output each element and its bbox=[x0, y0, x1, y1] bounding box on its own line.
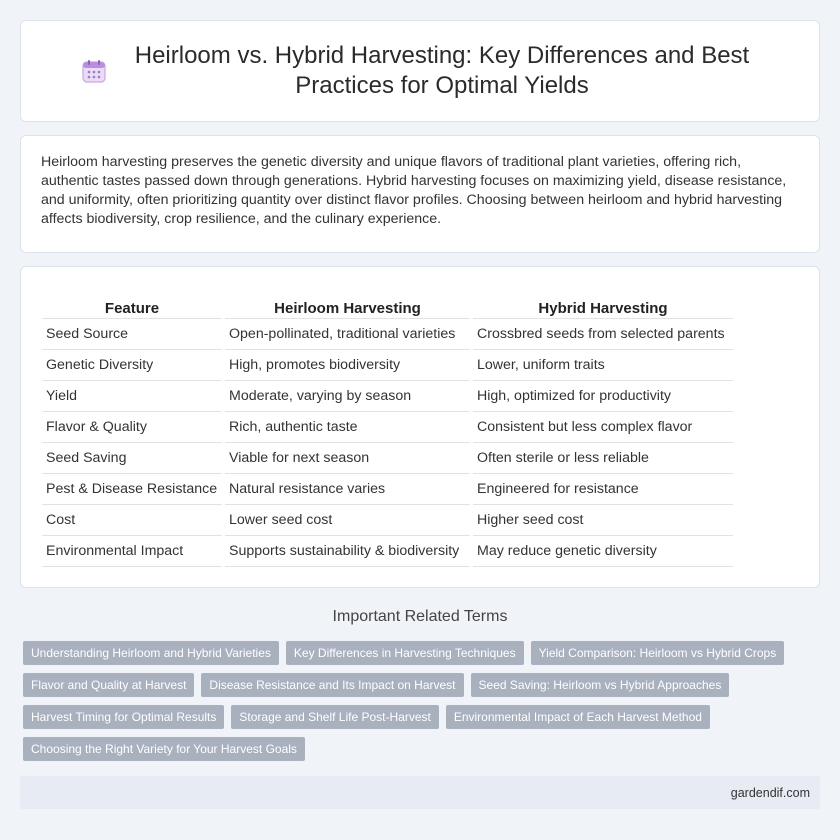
table-row bbox=[42, 474, 733, 505]
table-cell: Viable for next season bbox=[225, 443, 470, 474]
table-cell: Supports sustainability & biodiversity bbox=[225, 536, 470, 567]
table-cell: Seed Source bbox=[42, 319, 222, 350]
table-row bbox=[42, 505, 733, 536]
table-cell: Cost bbox=[42, 505, 222, 536]
table-cell: Lower, uniform traits bbox=[473, 350, 733, 381]
table-row bbox=[42, 350, 733, 381]
table-row bbox=[42, 443, 733, 474]
comparison-table bbox=[39, 295, 736, 567]
tag-row bbox=[23, 705, 823, 729]
tag-row bbox=[23, 641, 823, 665]
table-cell: Environmental Impact bbox=[42, 536, 222, 567]
related-terms-tags bbox=[23, 641, 823, 769]
table-row bbox=[42, 381, 733, 412]
table-cell: Consistent but less complex flavor bbox=[473, 412, 733, 443]
table-cell: High, promotes biodiversity bbox=[225, 350, 470, 381]
table-row bbox=[42, 319, 733, 350]
related-term-tag[interactable]: Key Differences in Harvesting Techniques bbox=[286, 641, 524, 665]
table-cell: Engineered for resistance bbox=[473, 474, 733, 505]
column-header-feature: Feature bbox=[42, 295, 222, 319]
table-header-row bbox=[42, 295, 733, 319]
table-cell: Yield bbox=[42, 381, 222, 412]
table-cell: Lower seed cost bbox=[225, 505, 470, 536]
related-term-tag[interactable]: Flavor and Quality at Harvest bbox=[23, 673, 194, 697]
table-cell: Pest & Disease Resistance bbox=[42, 474, 222, 505]
table-cell: Higher seed cost bbox=[473, 505, 733, 536]
related-terms-title: Important Related Terms bbox=[332, 608, 508, 625]
comparison-table-card bbox=[20, 266, 820, 588]
related-term-tag[interactable]: Understanding Heirloom and Hybrid Varieties bbox=[23, 641, 279, 665]
table-row bbox=[42, 412, 733, 443]
related-term-tag[interactable]: Choosing the Right Variety for Your Harvest Goals bbox=[23, 737, 305, 761]
table-cell: Crossbred seeds from selected parents bbox=[473, 319, 733, 350]
table-row bbox=[42, 536, 733, 567]
table-cell: Moderate, varying by season bbox=[225, 381, 470, 412]
table-cell: Seed Saving bbox=[42, 443, 222, 474]
intro-card bbox=[20, 135, 820, 253]
column-header-hybrid: Hybrid Harvesting bbox=[473, 295, 733, 319]
footer-site-link[interactable]: gardendif.com bbox=[730, 785, 810, 800]
related-term-tag[interactable]: Environmental Impact of Each Harvest Method bbox=[446, 705, 710, 729]
header-card bbox=[20, 20, 820, 122]
related-term-tag[interactable]: Seed Saving: Heirloom vs Hybrid Approaches bbox=[471, 673, 730, 697]
table-cell: Rich, authentic taste bbox=[225, 412, 470, 443]
footer bbox=[20, 776, 820, 809]
table-cell: Natural resistance varies bbox=[225, 474, 470, 505]
table-cell: Open-pollinated, traditional varieties bbox=[225, 319, 470, 350]
table-cell: High, optimized for productivity bbox=[473, 381, 733, 412]
title-wrap bbox=[21, 41, 819, 101]
table-cell: Often sterile or less reliable bbox=[473, 443, 733, 474]
tag-row bbox=[23, 673, 823, 697]
related-term-tag[interactable]: Harvest Timing for Optimal Results bbox=[23, 705, 224, 729]
tag-row bbox=[23, 737, 823, 761]
table-cell: Flavor & Quality bbox=[42, 412, 222, 443]
column-header-heirloom: Heirloom Harvesting bbox=[225, 295, 470, 319]
related-term-tag[interactable]: Storage and Shelf Life Post-Harvest bbox=[231, 705, 438, 729]
related-term-tag[interactable]: Yield Comparison: Heirloom vs Hybrid Crops bbox=[531, 641, 785, 665]
page-title: Heirloom vs. Hybrid Harvesting: Key Differences and Best Practices for Optimal Yields bbox=[134, 42, 750, 99]
intro-text: Heirloom harvesting preserves the genetic diversity and unique flavors of traditional plant varieties, offering rich, authentic tastes passed down through generations. Hybrid harvesting focuses on maximizing yield, disease resistance, and uniformity, often prioritizing quantity over distinct flavor profiles. Choosing between heirloom and hybrid harvesting affects biodiversity, crop resilience, and the culinary experience. bbox=[41, 154, 787, 227]
table-cell: Genetic Diversity bbox=[42, 350, 222, 381]
calendar-icon bbox=[81, 58, 107, 84]
table-cell: May reduce genetic diversity bbox=[473, 536, 733, 567]
related-term-tag[interactable]: Disease Resistance and Its Impact on Harvest bbox=[201, 673, 463, 697]
